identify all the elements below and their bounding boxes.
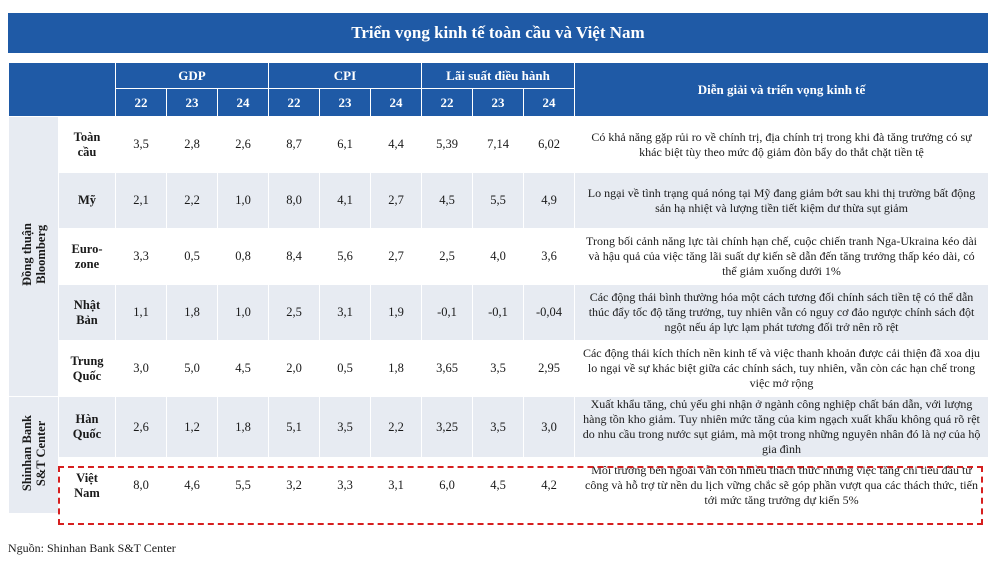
country-cell: Toàn cầu — [59, 117, 116, 173]
year-header: 24 — [371, 89, 422, 117]
cpi-cell: 4,4 — [371, 117, 422, 173]
gdp-cell: 0,5 — [167, 229, 218, 285]
country-cell: Hàn Quốc — [59, 397, 116, 458]
country-cell: Việt Nam — [59, 458, 116, 514]
description-cell: Có khả năng gặp rủi ro về chính trị, địa chính trị trong khi đà tăng trưởng có sự khác biệt tùy theo mức độ giảm đòn bẩy do thắt chặt tiền tệ — [575, 117, 989, 173]
gdp-cell: 2,2 — [167, 173, 218, 229]
rate-cell: 3,6 — [524, 229, 575, 285]
rate-cell: 4,2 — [524, 458, 575, 514]
description-cell: Lo ngại về tình trạng quá nóng tại Mỹ đang giảm bớt sau khi thị trường bất động sản hạ nhiệt và lượng tiền tiết kiệm dư thừa sụt giảm — [575, 173, 989, 229]
cpi-cell: 8,4 — [269, 229, 320, 285]
economic-outlook-table — [8, 62, 989, 514]
gdp-cell: 1,0 — [218, 285, 269, 341]
country-cell: Nhật Bản — [59, 285, 116, 341]
cpi-cell: 1,9 — [371, 285, 422, 341]
table-row — [9, 341, 989, 397]
table-row — [9, 173, 989, 229]
gdp-cell: 3,0 — [116, 341, 167, 397]
gdp-cell: 2,6 — [116, 397, 167, 458]
year-header: 23 — [320, 89, 371, 117]
rate-cell: 3,25 — [422, 397, 473, 458]
table-row — [9, 458, 989, 514]
year-header: 23 — [473, 89, 524, 117]
header-policy-rate: Lãi suất điều hành — [422, 63, 575, 89]
gdp-cell: 3,3 — [116, 229, 167, 285]
table-row — [9, 397, 989, 458]
cpi-cell: 8,0 — [269, 173, 320, 229]
gdp-cell: 5,5 — [218, 458, 269, 514]
description-cell: Môi trường bên ngoài vẫn còn nhiều thách thức nhưng việc tăng chi tiêu đầu tư công và hỗ trợ từ nền du lịch vững chắc sẽ góp phần vượt qua các thách thức, tiến tới mức tăng trưởng dự kiến 5% — [575, 458, 989, 514]
country-cell: Euro- zone — [59, 229, 116, 285]
region-bloomberg — [9, 117, 59, 397]
gdp-cell: 1,2 — [167, 397, 218, 458]
rate-cell: 7,14 — [473, 117, 524, 173]
cpi-cell: 8,7 — [269, 117, 320, 173]
gdp-cell: 8,0 — [116, 458, 167, 514]
cpi-cell: 2,7 — [371, 229, 422, 285]
rate-cell: -0,04 — [524, 285, 575, 341]
year-header: 22 — [116, 89, 167, 117]
cpi-cell: 2,2 — [371, 397, 422, 458]
gdp-cell: 1,8 — [167, 285, 218, 341]
description-cell: Trong bối cảnh năng lực tài chính hạn chế, cuộc chiến tranh Nga-Ukraina kéo dài và hậu quả của việc tăng lãi suất dự kiến sẽ dẫn đến tăng trưởng thấp kéo dài, có thể giảm xuống dưới 1% — [575, 229, 989, 285]
rate-cell: 3,5 — [473, 397, 524, 458]
cpi-cell: 1,8 — [371, 341, 422, 397]
cpi-cell: 3,5 — [320, 397, 371, 458]
rate-cell: 4,5 — [473, 458, 524, 514]
rate-cell: -0,1 — [422, 285, 473, 341]
cpi-cell: 3,3 — [320, 458, 371, 514]
rate-cell: 6,02 — [524, 117, 575, 173]
rate-cell: 3,0 — [524, 397, 575, 458]
region-label: S&T Center — [33, 420, 48, 486]
header-description: Diễn giải và triển vọng kinh tế — [575, 63, 989, 117]
gdp-cell: 0,8 — [218, 229, 269, 285]
rate-cell: 2,5 — [422, 229, 473, 285]
cpi-cell: 2,0 — [269, 341, 320, 397]
cpi-cell: 6,1 — [320, 117, 371, 173]
region-label: Shinhan Bank — [19, 414, 34, 492]
source-note: Nguồn: Shinhan Bank S&T Center — [8, 541, 176, 555]
cpi-cell: 3,2 — [269, 458, 320, 514]
rate-cell: 3,5 — [473, 341, 524, 397]
gdp-cell: 5,0 — [167, 341, 218, 397]
table-title: Triển vọng kinh tế toàn cầu và Việt Nam — [8, 13, 988, 53]
rate-cell: 4,0 — [473, 229, 524, 285]
rate-cell: 5,5 — [473, 173, 524, 229]
description-cell: Các động thái kích thích nền kinh tế và việc thanh khoản được cải thiện đã xoa dịu lo ngại về sự khác biệt giữa các chính sách, tuy nhiên, vẫn còn các hạn chế trong việc mở rộng — [575, 341, 989, 397]
gdp-cell: 1,1 — [116, 285, 167, 341]
country-cell: Mỹ — [59, 173, 116, 229]
gdp-cell: 4,5 — [218, 341, 269, 397]
table-row — [9, 117, 989, 173]
description-cell: Các động thái bình thường hóa một cách tương đối chính sách tiền tệ có thể dẫn thúc đẩy tốc độ tăng trưởng, tuy nhiên vẫn có nguy cơ đảo ngược chính sách đột ngột nếu áp lực lạm phát tương đối trở nên rõ rệt — [575, 285, 989, 341]
header-gdp: GDP — [116, 63, 269, 89]
cpi-cell: 3,1 — [320, 285, 371, 341]
year-header: 23 — [167, 89, 218, 117]
gdp-cell: 2,6 — [218, 117, 269, 173]
description-cell: Xuất khẩu tăng, chủ yếu ghi nhận ở ngành công nghiệp chất bán dẫn, với lượng hàng tồn kho giảm. Tuy nhiên mức tăng của kim ngạch xuất khẩu không quá rõ rệt do nhu cầu trong nước sụt giảm, mà một trong những nguyên nhân đó là nợ của hộ gia đình — [575, 397, 989, 458]
rate-cell: 2,95 — [524, 341, 575, 397]
cpi-cell: 2,7 — [371, 173, 422, 229]
rate-cell: 5,39 — [422, 117, 473, 173]
table-row — [9, 285, 989, 341]
cpi-cell: 5,6 — [320, 229, 371, 285]
gdp-cell: 2,1 — [116, 173, 167, 229]
gdp-cell: 4,6 — [167, 458, 218, 514]
gdp-cell: 1,0 — [218, 173, 269, 229]
year-header: 22 — [269, 89, 320, 117]
year-header: 22 — [422, 89, 473, 117]
gdp-cell: 2,8 — [167, 117, 218, 173]
rate-cell: 4,9 — [524, 173, 575, 229]
region-shinhan — [9, 397, 59, 514]
cpi-cell: 5,1 — [269, 397, 320, 458]
rate-cell: 4,5 — [422, 173, 473, 229]
table-row — [9, 229, 989, 285]
region-label: Đồng thuận — [19, 223, 34, 286]
region-label: Bloomberg — [33, 224, 48, 285]
cpi-cell: 3,1 — [371, 458, 422, 514]
cpi-cell: 0,5 — [320, 341, 371, 397]
cpi-cell: 2,5 — [269, 285, 320, 341]
year-header: 24 — [218, 89, 269, 117]
gdp-cell: 1,8 — [218, 397, 269, 458]
year-header: 24 — [524, 89, 575, 117]
rate-cell: 6,0 — [422, 458, 473, 514]
rate-cell: -0,1 — [473, 285, 524, 341]
rate-cell: 3,65 — [422, 341, 473, 397]
header-cpi: CPI — [269, 63, 422, 89]
cpi-cell: 4,1 — [320, 173, 371, 229]
header-blank — [9, 63, 116, 117]
gdp-cell: 3,5 — [116, 117, 167, 173]
country-cell: Trung Quốc — [59, 341, 116, 397]
